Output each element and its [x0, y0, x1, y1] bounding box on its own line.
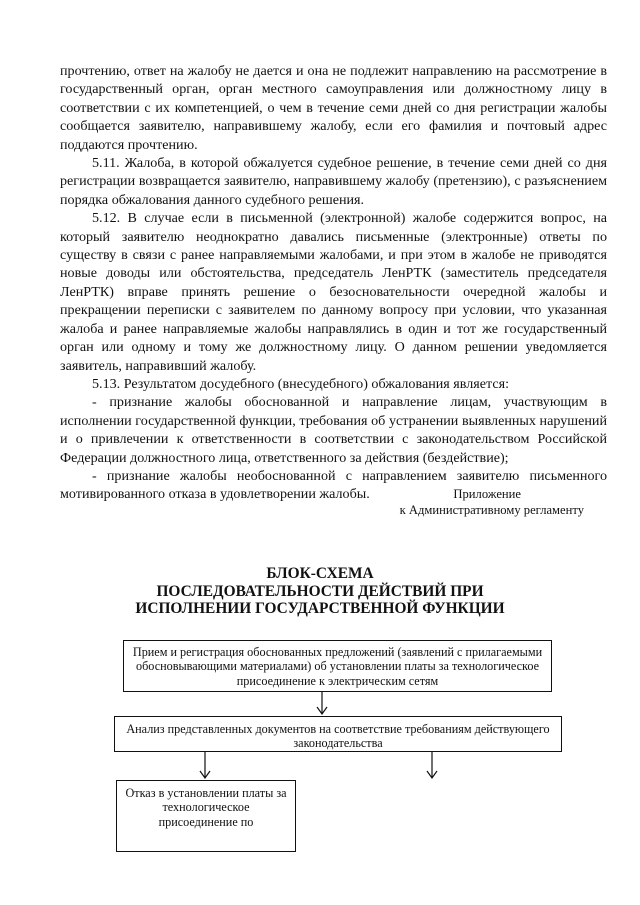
flowchart-step-registration: Прием и регистрация обоснованных предложений (заявлений с прилагаемыми обосновывающими материалами) об установлении платы за технологическое присоединение к электрическим сетям — [123, 640, 552, 692]
arrow-down-icon — [316, 692, 328, 716]
title-line-2: ПОСЛЕДОВАТЕЛЬНОСТИ ДЕЙСТВИЙ ПРИ — [156, 582, 484, 600]
document-body — [60, 62, 607, 504]
paragraph-5-13: 5.13. Результатом досудебного (внесудебного) обжалования является: — [92, 375, 510, 392]
result-item-justified: - признание жалобы обоснованной и направление лицам, участвующим в исполнении государственной функции, требования об устранении выявленных нарушений и о привлечении к ответственности в соответствии с законодательством Российской Федерации должностного лица, ответственного за действия (бездействие); — [60, 394, 607, 466]
flowchart-title — [0, 565, 640, 618]
arrow-down-icon — [426, 752, 438, 780]
paragraph-continuation: прочтению, ответ на жалобу не дается и она не подлежит направлению на рассмотрение в государственный орган, орган местного самоуправления или должностному лицу в соответствии с их компетенцией, о чем в течение семи дней со дня регистрации жалобы сообщается заявителю, направившему жалобу, если его фамилия и почтовый адрес поддаются прочтению. — [60, 63, 607, 153]
paragraph-5-11: 5.11. Жалоба, в которой обжалуется судебное решение, в течение семи дней со дня регистрации возвращается заявителю, направившему жалобу (претензию), с разъяснением порядка обжалования данного судебного решения. — [60, 155, 607, 208]
flowchart-step-refusal: Отказ в установлении платы за технологическое присоединение по — [116, 780, 296, 852]
appendix-note — [400, 486, 584, 518]
flowchart-step-analysis: Анализ представленных документов на соответствие требованиям действующего законодательства — [114, 716, 562, 752]
paragraph-5-12: 5.12. В случае если в письменной (электронной) жалобе содержится вопрос, на который заявителю неоднократно давались письменные (электронные) ответы по существу в связи с ранее направляемыми жалобами, и при этом в жалобе не приводятся новые доводы или обстоятельства, председатель ЛенРТК (заместитель председателя ЛенРТК) вправе принять решение о безосновательности очередной жалобы и прекращении переписки с заявителем по данному вопросу при условии, что указанная жалоба и ранее направляемые жалобы направлялись в один и тот же государственный орган или одному и тому же должностному лицу. О данном решении уведомляется заявитель, направивший жалобу. — [60, 210, 607, 374]
appendix-reference: к Административному регламенту — [399, 503, 584, 517]
arrow-down-icon — [199, 752, 211, 780]
result-item-unjustified: - признание жалобы необоснованной с направлением заявителю письменного мотивированного отказа в удовлетворении жалобы. — [60, 467, 607, 503]
title-line-3: ИСПОЛНЕНИИ ГОСУДАРСТВЕННОЙ ФУНКЦИИ — [135, 600, 505, 617]
title-line-1: БЛОК-СХЕМА — [266, 565, 374, 582]
appendix-label: Приложение — [453, 487, 521, 501]
